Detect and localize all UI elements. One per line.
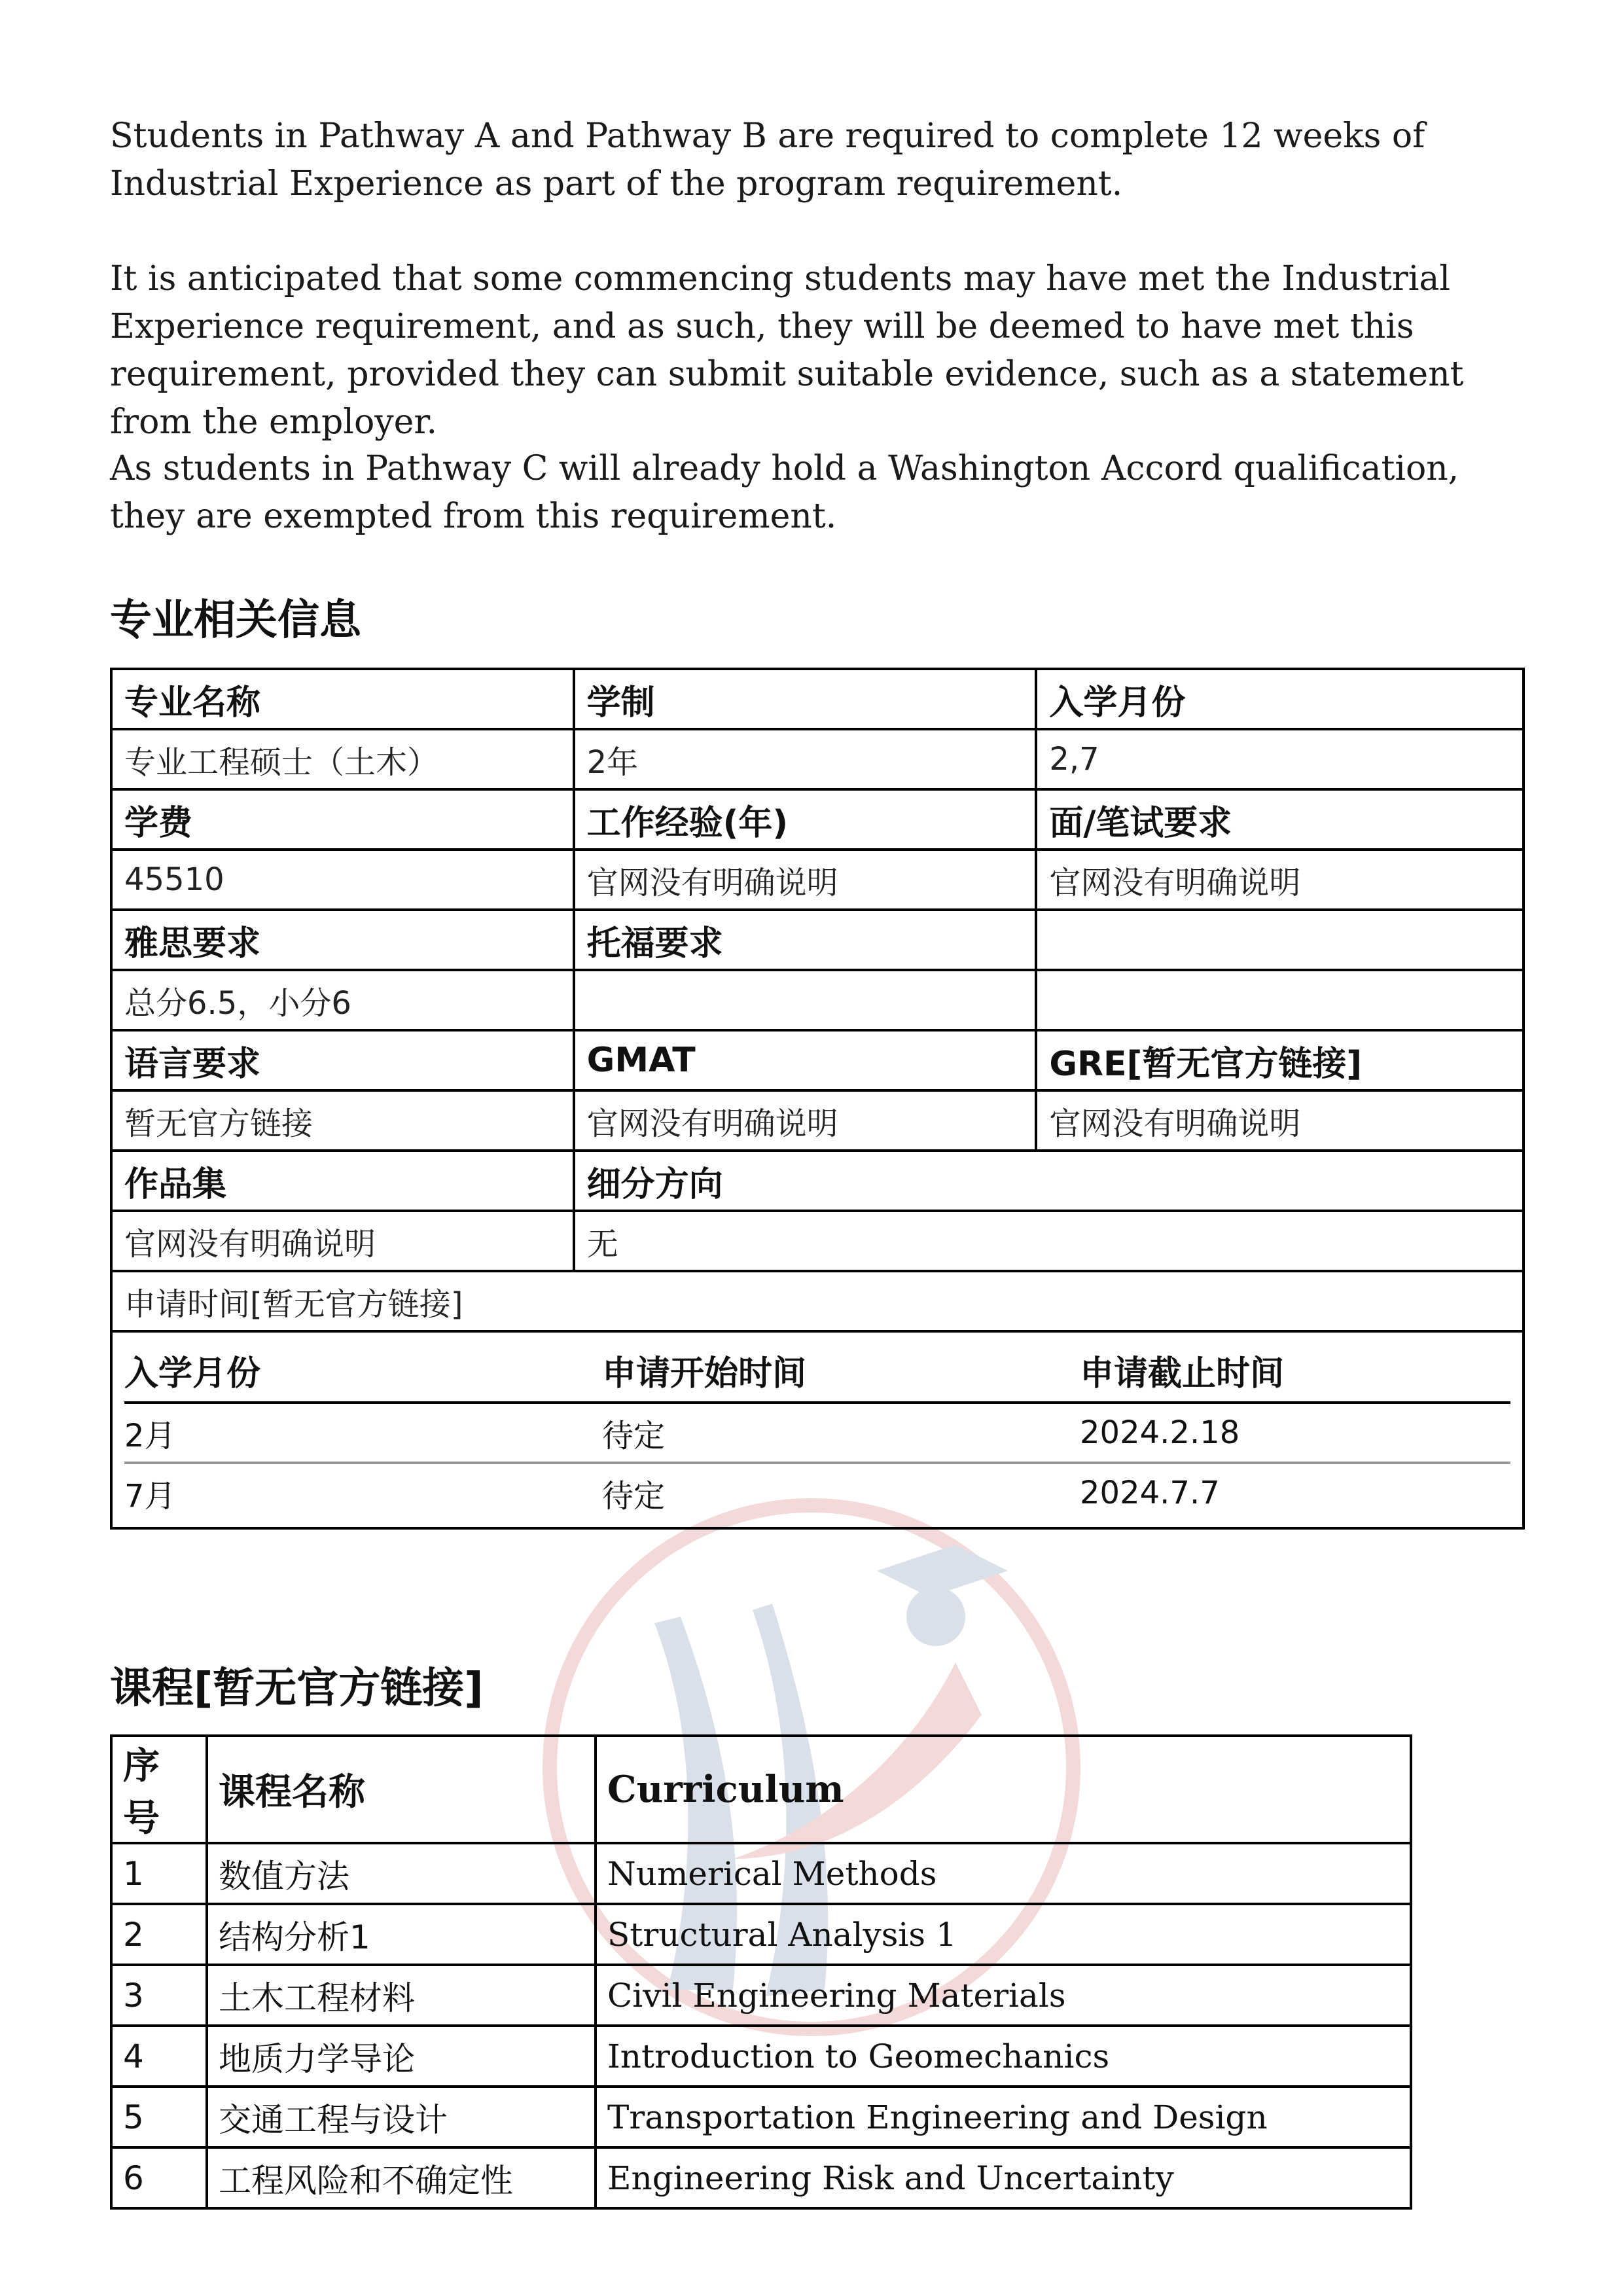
value-program-name: 专业工程硕士（土木） xyxy=(111,729,574,789)
table-row xyxy=(111,1030,1524,1090)
table-row xyxy=(124,1336,1510,1403)
program-info-table xyxy=(110,668,1525,1530)
table-row xyxy=(111,1271,1524,1331)
table-row xyxy=(124,1403,1510,1463)
application-schedule-table xyxy=(124,1336,1510,1522)
table-row xyxy=(111,1736,1411,1843)
value-interview: 官网没有明确说明 xyxy=(1036,850,1524,910)
empty-cell xyxy=(1036,910,1524,970)
table-row xyxy=(111,729,1524,789)
cell-application-start: 待定 xyxy=(602,1477,666,1515)
value-portfolio: 官网没有明确说明 xyxy=(111,1211,574,1271)
value-duration: 2年 xyxy=(574,729,1037,789)
cell-intake-month: 2月 xyxy=(124,1403,602,1463)
table-row xyxy=(111,2026,1411,2087)
application-schedule-cell xyxy=(111,1331,1524,1528)
cell-curriculum: Transportation Engineering and Design xyxy=(596,2087,1411,2147)
label-duration: 学制 xyxy=(574,669,1037,729)
table-row xyxy=(111,1090,1524,1151)
intro-paragraph-2: It is anticipated that some commencing students may have met the Industrial Experience requirement, and as such, they will be deemed to have met this requirement, provided they can submit suitable evidence, such as a statement from the employer. xyxy=(110,259,1464,442)
label-toefl: 托福要求 xyxy=(574,910,1037,970)
cell-index: 3 xyxy=(111,1965,207,2026)
cell-course-name: 工程风险和不确定性 xyxy=(207,2147,596,2208)
value-ielts: 总分6.5，小分6 xyxy=(111,970,574,1030)
header-index: 序号 xyxy=(111,1736,207,1843)
section-title-info: 专业相关信息 xyxy=(110,596,361,645)
table-row xyxy=(111,1151,1524,1211)
value-tuition: 45510 xyxy=(111,850,574,910)
table-row xyxy=(111,669,1524,729)
cell-intake-month: 7月 xyxy=(124,1477,176,1515)
table-row xyxy=(111,789,1524,850)
label-intake: 入学月份 xyxy=(1036,669,1524,729)
cell-curriculum: Structural Analysis 1 xyxy=(596,1904,1411,1965)
header-curriculum: Curriculum xyxy=(596,1736,1411,1843)
cell-course-name: 结构分析1 xyxy=(207,1904,596,1965)
cell-application-start: 待定 xyxy=(602,1403,1080,1463)
cell-index: 6 xyxy=(111,2147,207,2208)
table-row xyxy=(111,1211,1524,1271)
header-application-start: 申请开始时间 xyxy=(602,1336,1080,1403)
label-specialization: 细分方向 xyxy=(574,1151,1524,1211)
value-specialization: 无 xyxy=(574,1211,1524,1271)
cell-curriculum: Numerical Methods xyxy=(596,1843,1411,1904)
label-work-experience: 工作经验(年) xyxy=(574,789,1037,850)
intro-paragraph-1: Students in Pathway A and Pathway B are required to complete 12 weeks of Industrial Experience as part of the program requirement. xyxy=(110,117,1425,204)
value-toefl xyxy=(574,970,1037,1030)
table-row xyxy=(111,1843,1411,1904)
value-work-experience: 官网没有明确说明 xyxy=(574,850,1037,910)
label-tuition: 学费 xyxy=(111,789,574,850)
cell-curriculum: Civil Engineering Materials xyxy=(596,1965,1411,2026)
cell-course-name: 数值方法 xyxy=(207,1843,596,1904)
table-row xyxy=(111,850,1524,910)
header-intake-month: 入学月份 xyxy=(124,1336,602,1403)
section-title-courses: 课程[暂无官方链接] xyxy=(110,1664,484,1713)
cell-curriculum: Introduction to Geomechanics xyxy=(596,2026,1411,2087)
header-application-deadline: 申请截止时间 xyxy=(1080,1336,1510,1403)
cell-index: 1 xyxy=(111,1843,207,1904)
value-language: 暂无官方链接 xyxy=(111,1090,574,1151)
courses-table xyxy=(110,1734,1412,2210)
label-interview: 面/笔试要求 xyxy=(1036,789,1524,850)
table-row xyxy=(111,2087,1411,2147)
header-course-name: 课程名称 xyxy=(207,1736,596,1843)
application-time-label: 申请时间[暂无官方链接] xyxy=(111,1271,1524,1331)
table-row xyxy=(111,910,1524,970)
cell-application-deadline: 2024.7.7 xyxy=(1080,1475,1220,1511)
cell-index: 4 xyxy=(111,2026,207,2087)
cell-application-deadline: 2024.2.18 xyxy=(1080,1403,1510,1463)
label-gmat: GMAT xyxy=(574,1030,1037,1090)
table-row xyxy=(111,1965,1411,2026)
intro-paragraph-3: As students in Pathway C will already hold a Washington Accord qualification, they are exempted from this requirement. xyxy=(110,449,1459,536)
cell-course-name: 土木工程材料 xyxy=(207,1965,596,2026)
label-portfolio: 作品集 xyxy=(111,1151,574,1211)
cell-course-name: 交通工程与设计 xyxy=(207,2087,596,2147)
value-intake: 2,7 xyxy=(1036,729,1524,789)
label-language: 语言要求 xyxy=(111,1030,574,1090)
label-ielts: 雅思要求 xyxy=(111,910,574,970)
empty-cell xyxy=(1036,970,1524,1030)
cell-curriculum: Engineering Risk and Uncertainty xyxy=(596,2147,1411,2208)
cell-course-name: 地质力学导论 xyxy=(207,2026,596,2087)
cell-index: 5 xyxy=(111,2087,207,2147)
label-program-name: 专业名称 xyxy=(111,669,574,729)
table-row xyxy=(111,1904,1411,1965)
table-row xyxy=(111,970,1524,1030)
table-row xyxy=(111,1331,1524,1528)
table-row xyxy=(111,2147,1411,2208)
cell-index: 2 xyxy=(111,1904,207,1965)
value-gre: 官网没有明确说明 xyxy=(1036,1090,1524,1151)
table-row xyxy=(124,1463,1510,1522)
value-gmat: 官网没有明确说明 xyxy=(574,1090,1037,1151)
label-gre: GRE[暂无官方链接] xyxy=(1036,1030,1524,1090)
